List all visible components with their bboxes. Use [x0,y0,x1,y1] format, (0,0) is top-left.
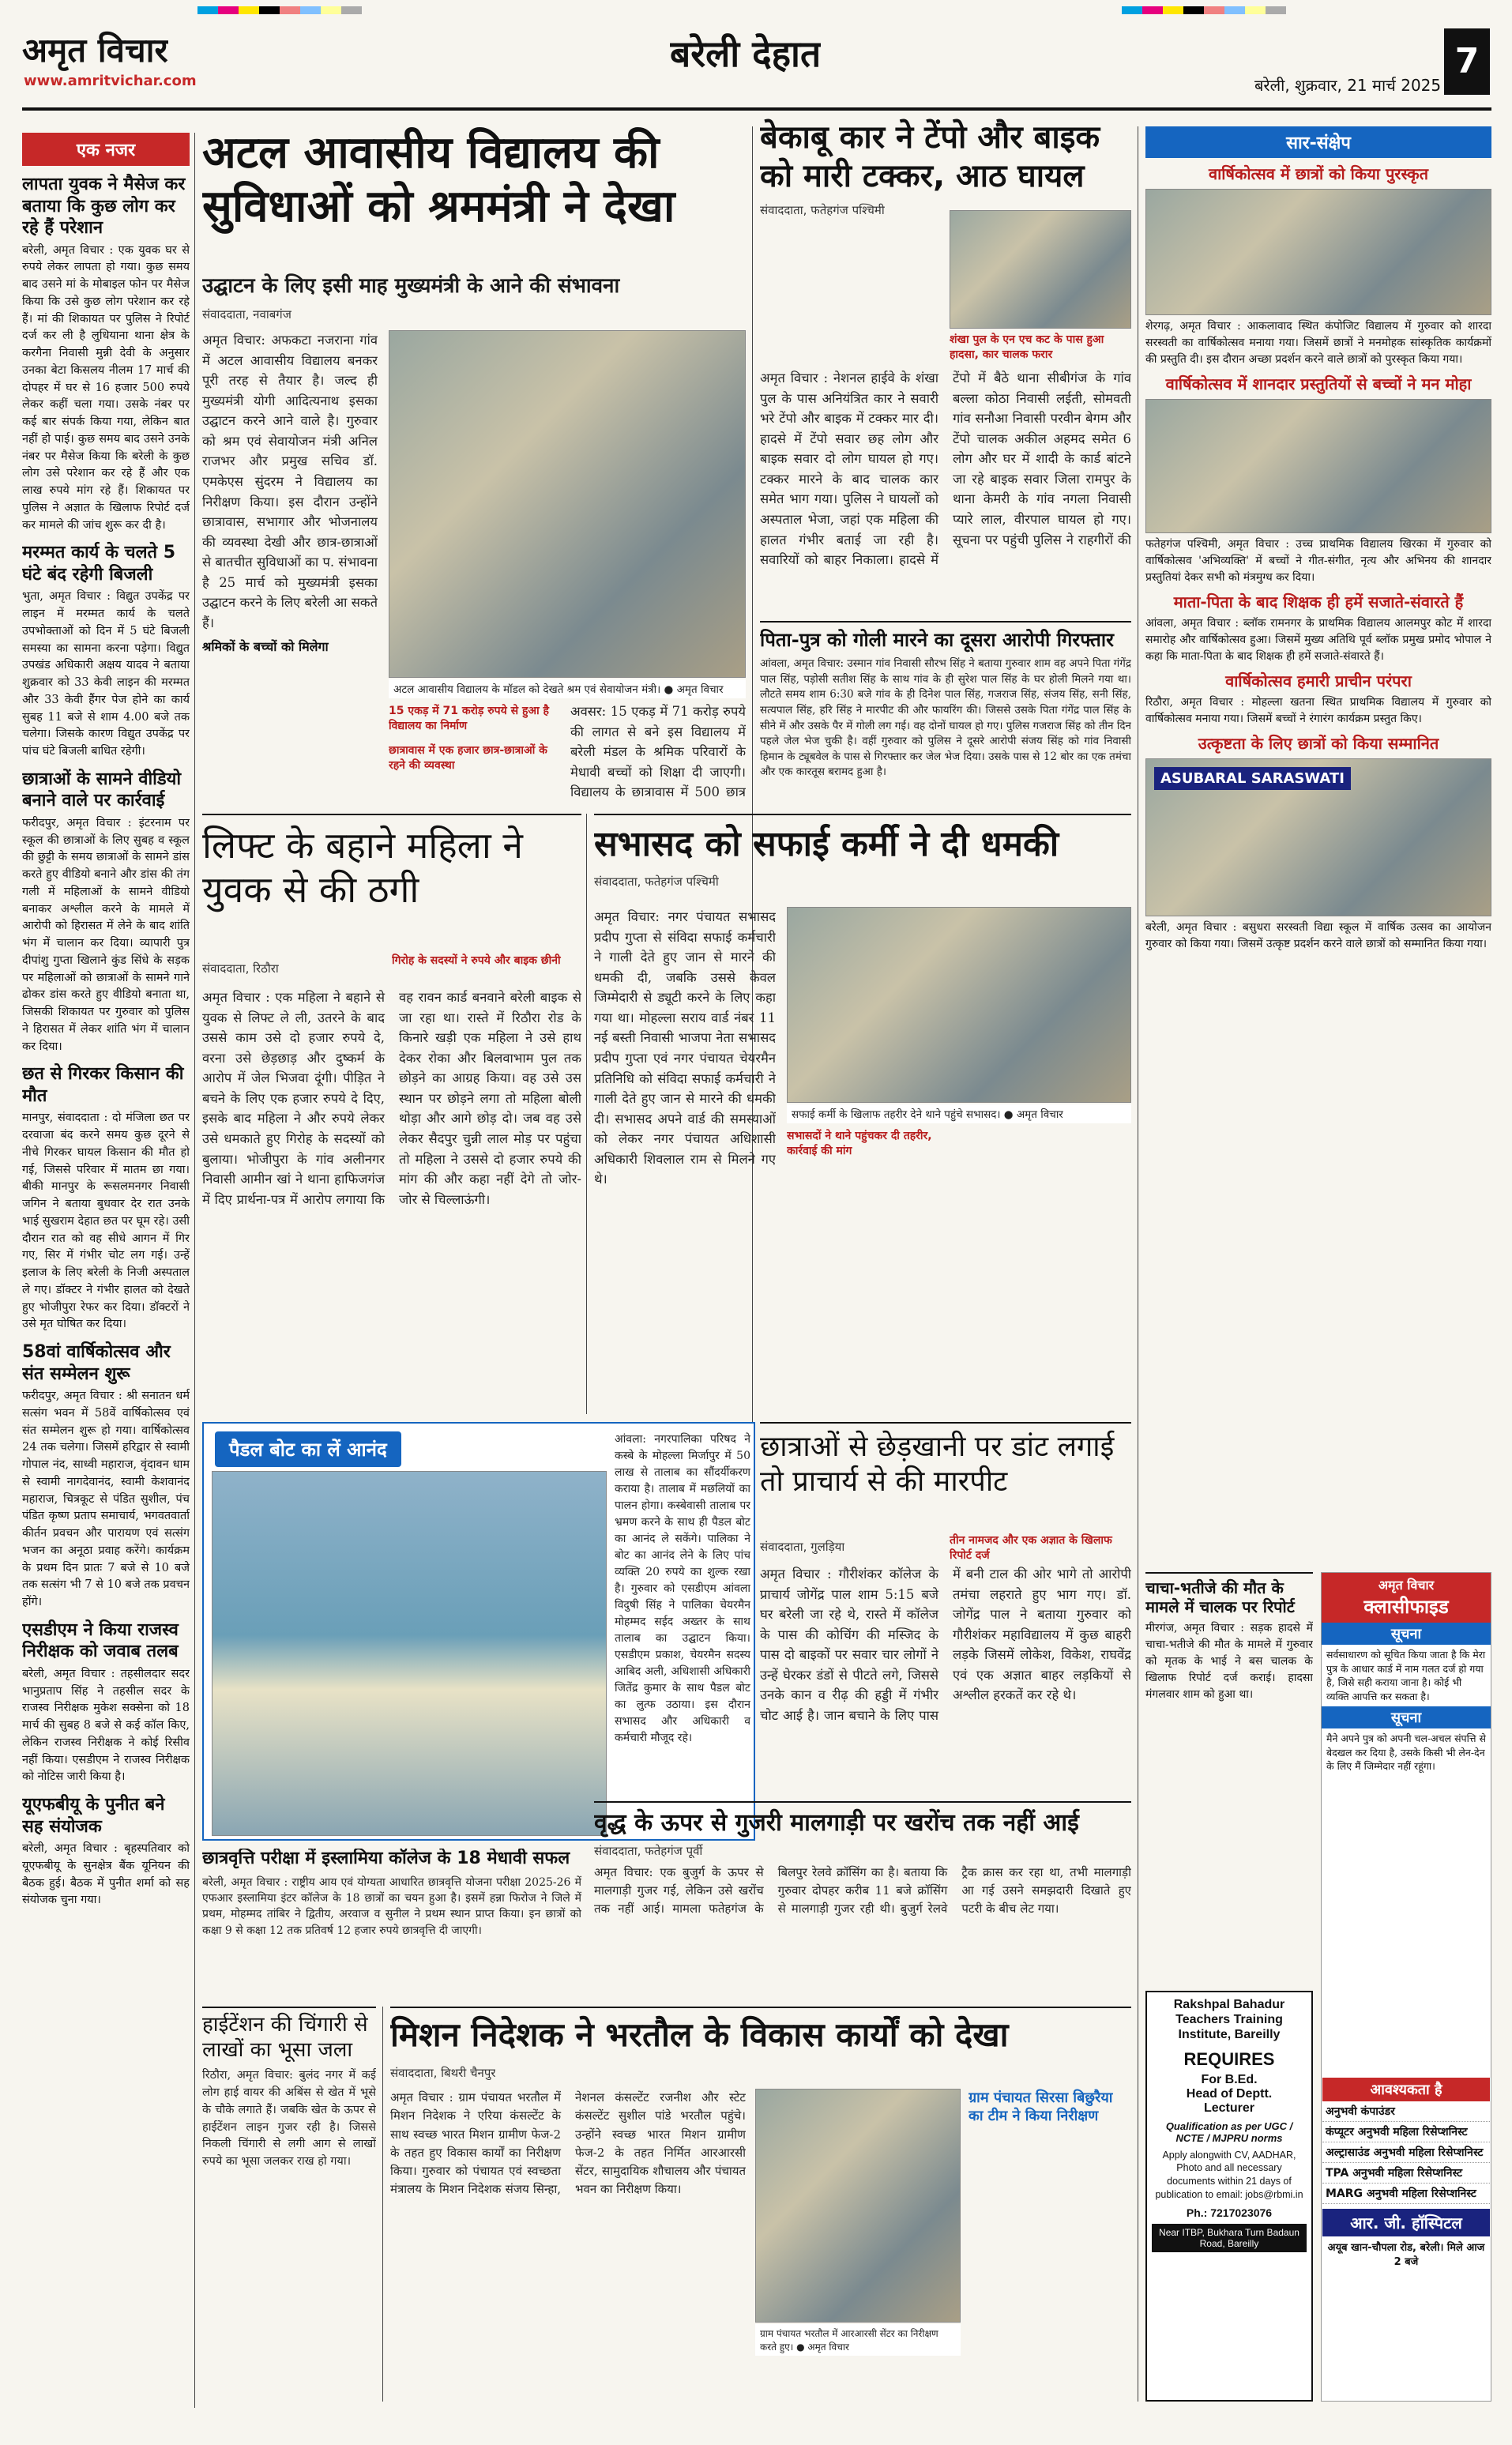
train-byline: संवाददाता, फतेहगंज पूर्वी [594,1843,703,1858]
sabhasad-body: अमृत विचार: नगर पंचायत सभासद प्रदीप गुप्ता से संविदा सफाई कर्मचारी ने गाली देते हुए जान से मारने की धमकी दी, जबकि उससे केवल जिम्मेदारी से ड्यूटी करने के लिए कहा गया था। मोहल्ला सराय वार्ड नंबर 11 नई बस्ती निवासी भाजपा नेता सभासद प्रदीप गुप्ता एवं नगर पंचायत चेयरमैन प्रतिनिधि को संविदा सफाई कर्मचारी ने गाली देते हुए जान से मारने की धमकी दी। सभासद अपने वार्ड की समस्याओं को लेकर नगर पंचायत अधिशासी अधिकारी शिवलाल राम से मिलने गए थे। [594,909,776,1187]
sidebar-photo [1145,399,1491,533]
mission-photo [755,2089,961,2323]
sidebar-title: वार्षिकोत्सव हमारी प्राचीन परंपरा [1225,671,1412,690]
fire-headline: हाईटेंशन की चिंगारी से लाखों का भूसा जला [202,2013,368,2062]
wanted-ad [1322,2078,1490,2400]
train-body: अमृत विचार: एक बुजुर्ग के ऊपर से मालगाड़ी गुजर गई, लेकिन उसे खरोंच तक नहीं आई। मामला फतेहगंज के बिलपुर रेलवे क्रॉसिंग का है। बताया कि गुरुवार दोपहर करीब 11 बजे क्रॉसिंग से मालगाड़ी गुजर रही थी। बुजुर्ग रेलवे ट्रैक क्रास कर रहा था, तभी मालगाड़ी आ गई उसने समझदारी दिखाते हुए पटरी के बीच लेट गया। [594,1864,1131,1917]
boat-label: पैडल बोट का लें आनंद [215,1431,401,1467]
wanted-item: अनुभवी कंपाउंडर [1322,2101,1490,2122]
chacha-headline: चाचा-भतीजे की मौत के मामले में चालक पर रिपोर्ट [1145,1578,1295,1617]
wanted-list [1322,2101,1490,2204]
classified-header [1322,1573,1491,1623]
ad-qual: Qualification as per UGC / NCTE / MJPRU norms [1165,2120,1293,2144]
car-byline: संवाददाता, फतेहगंज पश्चिमी [760,202,885,217]
notice-title: सूचना [1322,1706,1491,1728]
notice-text: सर्वसाधारण को सूचित किया जाता है कि मेरा पुत्र के आधार कार्ड में नाम गलत दर्ज हो गया है, जिसे सही कराया जाना है। कोई भी व्यक्ति आपत्ति कर सकता है। [1326,1649,1486,1702]
school-highlight: तीन नामजद और एक अज्ञात के खिलाफ रिपोर्ट दर्ज [950,1534,1112,1562]
rbmi-ad [1145,1991,1313,2402]
sabhasad-story [594,814,1131,1414]
section-title: बरेली देहात [670,32,822,75]
ad-apply: Apply alongwith CV, AADHAR, Photo and all necessary documents within 21 days of publication to email: jobs@rbmi.in [1155,2149,1303,2201]
masthead [22,19,1491,120]
boat-body: आंवला: नगरपालिका परिषद ने कस्बे के मोहल्ला मिर्जापुर में 50 लाख से तालाब का सौंदर्यीकरण कराया है। तालाब में मछलियों का पालन होगा। कस्बेवासी तालाब पर भ्रमण करने के साथ ही पैडल बोट का आनंद ले सकेंगे। पालिका ने बोट का आनंद लेने के लिए पांच व्यक्ति 20 रुपये का शुल्क रखा है। गुरुवार को एसडीएम आंवला विदुषी सिंह ने पालिका चेयरमैन मोहम्मद सईद अख्तर के साथ तालाब का उद्घाटन किया। एसडीएम प्रकाश, चेयरमैन सदस्य आबिद अली, अधिशासी अधिकारी जितेंद्र कुमार के साथ पैडल बोट का लुत्फ उठाया। इस दौरान सभासद और अधिकारी व कर्मचारी मौजूद रहे। [615,1433,750,1744]
wanted-item: अल्ट्रासाउंड अनुभवी महिला रिसेप्शनिस्ट [1322,2142,1490,2163]
school-story [760,1422,1131,1785]
brief-body: मानपुर, संवाददाता : दो मंजिला छत पर दरवाजा बंद करने समय कुछ दूरने से नीचे गिरकर घायल किसान की मौत हो गई, जिससे परिवार में मातम छा गया। बीकी मानपुर के रूसलमनगर निवासी जगिन ने बताया बुधवार देर रात उनके भाई सुखराम देहात छत पर घूम रहे। उसी दौरान रात को वह सीधे आगन में गिर गए, सिर में गंभीर चोट लग गई। उन्हें इलाज के लिए बरेली के निजी अस्पताल ले गए। डॉक्टर ने गंभीर हालत को देखते हुए भोजीपुरा रेफर कर दिया। डॉक्टरों ने उसे मृत घोषित कर दिया। [22,1112,190,1331]
lead-photo [389,330,746,678]
mission-byline: संवाददाता, बिथरी चैनपुर [390,2066,496,2080]
brief-item [22,1794,190,1909]
lead-byline: संवाददाता, नवाबगंज [202,307,291,322]
hospital-name: आर. जी. हॉस्पिटल [1322,2209,1490,2236]
sidebar-body: रिठौरा, अमृत विचार : मोहल्ला खतना स्थित प्राथमिक विद्यालय में गुरुवार को वार्षिकोत्सव मनाया गया। जिसमें बच्चों ने रंगारंग कार्यक्रम प्रस्तुत किए। [1145,696,1491,725]
sabhasad-photo [787,907,1131,1103]
brief-title: छात्राओं के सामने वीडियो बनाने वाले पर कार्रवाई [22,769,182,811]
ad-line: For B.Ed. [1201,2072,1258,2086]
train-headline: वृद्ध के ऊपर से गुजरी मालगाड़ी पर खरोंच तक नहीं आई [594,1809,1079,1837]
sidebar-title: उत्कृष्टता के लिए छात्रों को किया सम्मानित [1198,734,1439,753]
story-top-rule [202,814,581,815]
ad-line: Head of Deptt. [1186,2086,1273,2101]
hospital-address: अयूब खान-चौपला रोड, बरेली। मिले आज 2 बजे [1327,2242,1485,2268]
lead-highlight-2: छात्रावास में एक हजार छात्र-छात्राओं के रहने की व्यवस्था [389,744,547,772]
school-headline: छात्राओं से छेड़खानी पर डांट लगाई तो प्राचार्य से की मारपीट [760,1431,1115,1498]
shooting-story [760,621,1131,807]
sidebar-photo [1145,189,1491,315]
brief-title: यूएफबीयू के पुनीत बने सह संयोजक [22,1795,165,1837]
lift-headline: लिफ्ट के बहाने महिला ने युवक से की ठगी [202,824,523,912]
right-sidebar [1145,126,1491,1556]
brief-body: फरीदपुर, अमृत विचार : इंटरनाम पर स्कूल की छात्राओं के लिए सुबह व स्कूल की छुट्टी के समय छात्राओं के सामने डांस करते हुए वीडियो बनाने और डांस की तंग गली में महिलाओं के सामने वीडियो बनाकर अश्लील करने के मामले में आरोपी को हिरासत में लेने के बाद शांति भंग में चालान कर दिया। व्यापारी पुत्र दीपांशु गुप्ता खिलाने कुंड सिंधे के सड़क पर महिलाओं को छात्राओं के सामने गाने ढोकर डांस करते हुए वीडियो बनाता था, जिसकी शिकायत पर गुरुवार को पुलिस ने हिरासत में लेकर शांति भंग में चालान कर दिया। [22,816,190,1053]
lift-body: अमृत विचार : एक महिला ने बहाने से युवक से लिफ्ट ले ली, उतरने के बाद उससे काम उसे दो हजार रुपये दे, वरना उसे छेड़छाड़ और दुष्कर्म के आरोप में जेल भिजवा दूंगी। पीड़ित ने बचने के लिए एक हजार रुपये दे दिए, इसके बाद महिला ने और रुपये लेकर उसे धमकाते हुए गिरोह के सदस्यों को बुलाया। भोजीपुरा के गांव अलीनगर निवासी आमीन खां ने थाना हाफिजगंज में दिए प्रार्थना-पत्र में आरोप लगाया कि वह रावन कार्ड बनवाने बरेली बाइक से जा रहा था। रास्ते में रिठौरा रोड के किनारे खड़ी एक महिला ने उसे हाथ देकर रोका और बिलवाभाम पुल तक छोड़ने का आग्रह किया। वह उसे उस स्थान पर छोड़ने लगा तो महिला बोली थोड़ा और आगे छोड़ दो। जब वह उसे लेकर सैदपुर चुन्नी लाल मोड़ पर पहुंचा तो महिला ने उससे दो हजार रुपये की मांग की और कहा नहीं देगे तो जोर-जोर से चिल्लाऊंगी। [202,990,581,1207]
color-registration-marks [197,6,362,14]
brief-title: एसडीएम ने किया राजस्व निरीक्षक को जवाब तलब [22,1619,179,1662]
story-top-rule [1145,1572,1313,1574]
sidebar-body: फतेहगंज पश्चिमी, अमृत विचार : उच्च प्राथमिक विद्यालय खिरका में गुरुवार को वार्षिकोत्सव 'अभिव्यक्ति' में बच्चों ने गीत-संगीत, नृत्य और अभिनय की शानदार प्रस्तुतियां देकर सभी को मंत्रमुग्ध कर दिया। [1145,538,1491,584]
column-rule [586,814,587,1414]
wanted-item: TPA अनुभवी महिला रिसेप्शनिस्ट [1322,2163,1490,2184]
page-number: 7 [1444,28,1490,95]
train-story [594,1801,1131,1999]
car-headline: बेकाबू कार ने टेंपो और बाइक को मारी टक्कर, आठ घायल [760,119,1100,194]
lead-deck: उद्घाटन के लिए इसी माह मुख्यमंत्री के आने की संभावना [202,274,620,298]
brief-title: छत से गिरकर किसान की मौत [22,1064,184,1106]
school-byline: संवाददाता, गुलड़िया [760,1540,845,1554]
brief-item [22,1619,190,1786]
brief-item [22,1341,190,1612]
mission-photo-caption: ग्राम पंचायत भरतौल में आरआरसी सेंटर का निरीक्षण करते हुए। ● अमृत विचार [755,2324,961,2356]
section-tag: एक नजर [22,133,190,166]
brief-body: भुता, अमृत विचार : विद्युत उपकेंद्र पर लाइन में मरम्मत कार्य के चलते उपभोक्ताओं को दिन में 5 घंटे बिजली समस्या का सामना करना पड़ेगा। विद्युत उपखंड अधिकारी अक्षय यादव ने बताया शुक्रवार को 33 केवी लाइन की मरम्मत और 33 केवी हैंगर पेज होने का कार्य सुबह 11 बजे से शाम 4.00 बजे तक चलेगा। जिसके कारण विद्युत उपकेंद्र पर पांच घंटे बिजली बाधित रहेगी। [22,590,190,758]
column-rule [194,133,195,2408]
sabhasad-byline: संवाददाता, फतेहगंज पश्चिमी [594,874,719,889]
lead-story [202,126,747,806]
masthead-rule [22,107,1491,111]
story-top-rule [760,621,1131,623]
color-registration-marks-right [1122,6,1286,14]
issue-date: बरेली, शुक्रवार, 21 मार्च 2025 [1254,76,1442,95]
sabhasad-headline: सभासद को सफाई कर्मी ने दी धमकी [594,824,1059,864]
wanted-title: आवश्यकता है [1322,2078,1490,2101]
car-story [760,118,1131,592]
chacha-story [1145,1572,1313,1983]
boat-feature [202,1422,755,1841]
story-top-rule [760,1422,1131,1424]
ad-address: Near ITBP, Bukhara Turn Badaun Road, Bareilly [1152,2224,1307,2252]
brand-url: www.amritvichar.com [24,73,197,89]
lead-subhead: श्रमिकों के बच्चों को मिलेगा [202,639,329,655]
exam-headline: छात्रवृत्ति परीक्षा में इस्लामिया कॉलेज के 18 मेधावी सफल [202,1849,570,1868]
left-briefs-column [22,133,190,2408]
wanted-item: कंप्यूटर अनुभवी महिला रिसेप्शनिस्ट [1322,2122,1490,2142]
sidebar-body: आंवला, अमृत विचार : ब्लॉक रामनगर के प्राथमिक विद्यालय आलमपुर कोट में शारदा समारोह और वार्षिकोत्सव हुआ। जिसमें मुख्य अतिथि पूर्व ब्लॉक प्रमुख प्रमोद भोपाल ने कहा कि माता-पिता के बाद शिक्षक ही हमें सजाते-संवारते हैं। [1145,617,1491,663]
exam-body: बरेली, अमृत विचार : राष्ट्रीय आय एवं योग्यता आधारित छात्रवृत्ति योजना परीक्षा 2025-26 में एफआर इस्लामिया इंटर कॉलेज के 18 छात्रों का चयन हुआ है। इसमें हन्ना फिरोज ने जिले में प्रथम, मोहम्मद तांबिर ने द्वितीय, अरवाज व सुनील ने प्रथम स्थान प्राप्त किया। इन छात्रों को कक्षा 9 से कक्षा 12 तक प्रतिवर्ष 12 हजार रुपये छात्रवृत्ति दी जाएगी। [202,1875,581,1937]
mission-story [390,2007,1131,2402]
brand-logo: अमृत विचार [22,31,168,70]
sidebar-title: माता-पिता के बाद शिक्षक ही हमें सजाते-संवारते हैं [1173,592,1464,611]
sabhasad-photo-caption: सफाई कर्मी के खिलाफ तहरीर देने थाने पहुंचे सभासद। ● अमृत विचार [787,1104,1131,1123]
brief-title: 58वां वार्षिकोत्सव और संत सम्मेलन शुरू [22,1342,171,1384]
brief-item [22,542,190,761]
story-top-rule [594,814,1131,815]
lift-byline: संवाददाता, रिठौरा [202,961,279,976]
ad-phone: Ph.: 7217023076 [1186,2206,1273,2220]
sidebar-body: शेरगढ़, अमृत विचार : आकलावाद स्थित कंपोजिट विद्यालय में गुरुवार को शारदा सरस्वती का वार्षिकोत्सव मनाया गया। जिसमें छात्रों ने मनमोहक सांस्कृतिक कार्यक्रमों की प्रस्तुति दी। इस दौरान अच्छा प्रदर्शन करने वाले छात्रों को पुरस्कृत किया गया। [1145,320,1491,366]
classified-title: क्लासीफाइड [1363,1596,1449,1618]
fire-story [202,2007,376,2402]
brief-body: बरेली, अमृत विचार : बृहस्पतिवार को यूएफबीयू के सुनक्षेत्र बैंक यूनियन की बैठक हुई। बैठक में पुनीत शर्मा को सह संयोजक चुना गया। [22,1842,190,1907]
exam-story [202,1849,581,1999]
wanted-item: MARG अनुभवी महिला रिसेप्शनिस्ट [1322,2184,1490,2204]
column-rule [382,2007,383,2402]
sidebar-title: वार्षिकोत्सव में शानदार प्रस्तुतियों से बच्चों ने मन मोहा [1165,374,1472,393]
brief-title: लापता युवक ने मैसेज कर बताया कि कुछ लोग कर रहे हैं परेशान [22,175,186,238]
brief-item [22,174,190,534]
brief-title: मरम्मत कार्य के चलते 5 घंटे बंद रहेगी बिजली [22,543,176,585]
story-top-rule [390,2007,1131,2008]
sidebar-photo-banner [1145,758,1491,916]
lift-story [202,814,581,1414]
lead-body-left [202,330,378,796]
ad-requires: REQUIRES [1183,2048,1275,2069]
sidebar-title: वार्षिकोत्सव में छात्रों को किया पुरस्कृत [1208,164,1429,183]
sidebar-tag: सार-संक्षेप [1145,126,1491,158]
brief-item [22,1063,190,1333]
mission-headline: मिशन निदेशक ने भरतौल के विकास कार्यों को देखा [390,2015,1009,2054]
car-highlight: शंखा पुल के एन एच कट के पास हुआ हादसा, कार चालक फरार [950,333,1104,361]
lead-body-right: अवसर: 15 एकड़ में 71 करोड़ रुपये की लागत से बने इस विद्यालय में बरेली मंडल के श्रमिक परिवारों के मेधावी बच्चों को शिक्षा दी जाएगी। विद्यालय के छात्रावास में 500 छात्र [570,704,746,800]
story-top-rule [594,1801,1131,1803]
lead-photo-caption: अटल आवासीय विद्यालय के मॉडल को देखते श्रम एवं सेवायोजन मंत्री। ● अमृत विचार [389,679,746,698]
fire-body: रिठौरा, अमृत विचार: बुलंद नगर में कई लोग हाई वायर की अबिंस से खेत में भूसे के चौके लगाते हैं। जबकि खेत के ऊपर से हाईटेंशन लाइन गुजर रही है। जिससे निकली चिंगारी से लगी आग से लाखों रुपये का भूसा जलकर राख हो गया। [202,2069,376,2169]
mission-body: अमृत विचार : ग्राम पंचायत भरतौल में मिशन निदेशक ने एरिया कंसल्टेंट के साथ स्वच्छ भारत मिशन ग्रामीण फेज-2 के तहत हुए विकास कार्यों का निरीक्षण किया। गुरुवार को पंचायत एवं स्वच्छता मंत्रालय के मिशन निदेशक संजय सिन्हा, नेशनल कंसल्टेंट रजनीश और स्टेट कंसल्टेंट सुशील पांडे भरतौल पहुंचे। उन्होंने स्वच्छ भारत मिशन ग्रामीण फेज-2 के तहत निर्मित आरआरसी सेंटर, सामुदायिक शौचालय और पंचायत भवन का निरीक्षण किया। [390,2090,746,2197]
brief-body: बरेली, अमृत विचार : तहसीलदार सदर भानुप्रताप सिंह ने तहसील सदर के राजस्व निरीक्षक मुकेश सक्सेना को 18 मार्च की सुबह 8 बजे से कई कॉल किए, लेकिन राजस्व निरीक्षक ने कोई रिसीव नहीं किया। एसडीएम ने राजस्व निरीक्षक को नोटिस जारी किया है। [22,1667,190,1784]
classified-brand: अमृत विचार [1378,1578,1435,1593]
brief-body: फरीदपुर, अमृत विचार : श्री सनातन धर्म सत्संग भवन में 58वें वार्षिकोत्सव एवं संत सम्मेलन शुरू हो गया। वार्षिकोत्सव 24 तक चलेगा। जिसमें हरिद्वार से स्वामी गोपाल नंद, साध्वी महाराज, वृंदावन धाम से स्वामी नागदेवानंद, स्वामी केशवानंद महाराज, चित्रकूट से पंडित सुशील, पंच पंडित कृष्ण प्रताप समाचार्य, भगवतवार्ता कीर्तन प्रवचन और पारायण एवं सत्संग भजन का अनूठा प्रवाह करेंगे। कार्यक्रम के प्रथम दिन प्रातः 7 बजे से 10 बजे तक सत्संग भी 7 से 10 बजे तक प्रवचन होंगे। [22,1390,190,1608]
car-body: अमृत विचार : नेशनल हाईवे के शंखा पुल के पास अनियंत्रित कार ने सवारी भरे टेंपो और बाइक में टक्कर मार दी। हादसे में टेंपो सवार छह लोग और बाइक सवार दो लोग घायल हो गए। टक्कर मारने के बाद चालक कार समेत भाग गया। पुलिस ने घायलों को अस्पताल भेजा, जहां एक महिला की हालत गंभीर बताई जा रही है। सवारियों को बाहर निकाला। हादसे में टेंपो में बैठे थाना सीबीगंज के गांव बल्ला कोठा निवासी लईती, सोमवती गांव सनौआ निवासी परवीन बेगम और टेंपो चालक अकील अहमद समेत 6 लोग और घर में शादी के कार्ड बांटने जा रहे बाइक सवार जिला रामपुर के थाना केमरी के गांव नगला निवासी प्यारे लाल, वीरपाल घायल हो गए। सूचना पर पहुंची पुलिस ने राहगीरों की [760,371,1131,568]
lead-paragraph: अमृत विचार: अफकटा नजराना गांव में अटल आवासीय विद्यालय बनकर पूरी तरह से तैयार है। जल्द ही मुख्यमंत्री योगी आदित्यनाथ इसका उद्घाटन करने आने वाले है। गुरुवार को श्रम एवं सेवायोजन मंत्री अनिल राजभर और प्रमुख सचिव डॉ. एमकेएस सुंदरम ने विद्यालय का निरीक्षण किया। इस दौरान उन्होंने छात्रावास, सभागार और भोजनालय की व्यवस्था देखी और छात्र-छात्राओं से बातचीत सुविधाओं का प. संभावना है 25 मार्च को मुख्यमंत्री इसका उद्घाटन करने के लिए बरेली आ सकते हैं। [202,333,378,630]
car-photo [950,210,1131,329]
banner-text: ASUBARAL SARASWATI [1154,767,1351,790]
lift-highlight: गिरोह के सदस्यों ने रुपये और बाइक छीनी [392,954,561,967]
lead-highlight-1: 15 एकड़ में 71 करोड़ रुपये से हुआ है विद्यालय का निर्माण [389,705,549,732]
school-body: अमृत विचार : गौरीशंकर कॉलेज के प्राचार्य जोगेंद्र पाल शाम 5:15 बजे घर बरेली जा रहे थे, रास्ते में कॉलेज के पास की कोचिंग की मस्जिद के पास दो बाइकों पर सवार चार लोगों ने उन्हें घेरकर डंडों से पीटते लगे, जिससे उनके कान व रीढ़ की हड्डी में गंभीर चोट आई है। जान बचाने के लिए पास में बनी टाल की ओर भागे तो आरोपी तमंचा लहराते हुए भाग गए। डॉ. जोगेंद्र पाल ने बताया गुरुवार को गौरीशंकर महाविद्यालय में कुछ बाहरी लड़के जिसमें लोकेश, विकेश, राघवेंद्र एवं एक अज्ञात बाहर लड़कियों से अश्लील हरकतें कर रहे थे। [760,1567,1131,1723]
notice-text: मैने अपने पुत्र को अपनी चल-अचल संपत्ति से बेदखल कर दिया है, उसके किसी भी लेन-देन के लिए मैं जिम्मेदार नहीं रहूंगा। [1326,1732,1486,1772]
ad-line: Lecturer [1203,2101,1255,2115]
mission-highlight: ग्राम पंचायत सिरसा बिछुरैया का टीम ने किया निरीक्षण [969,2090,1113,2125]
shooting-body: आंवला, अमृत विचार: उस्मान गांव निवासी सौरभ सिंह ने बताया गुरुवार शाम वह अपने पिता गंगेंद्र पाल सिंह, पड़ोसी सतीश सिंह के साथ गांव के ही सुरेश पाल सिंह के घर होली मिलने गया था। लौटते समय शाम 6:30 बजे गांव के ही दिनेश पाल सिंह, गजराज सिंह, संजय सिंह, सनी सिंह, सत्यपाल सिंह, हरि सिंह ने मारपीट की और फायरिंग की। जिससे उसके पिता गंगेंद्र पाल सिंह के सीने में और उसके पैर में गोली लग गई। वह दोनों घायल हो गए। पुलिस गजराज सिंह को तीन दिन पहले जेल भेज चुकी है। वहीं गुरुवार को पुलिस ने दूसरे आरोपी संजय सिंह को गांव निवासी हिमान के ट्यूबवेल के पास से गिरफ्तार कर जेल भेज दिया। उसके पास से 12 बोर का एक तमंचा और एक कारतूस बरामद हुआ है। [760,657,1131,779]
chacha-body: मीरगंज, अमृत विचार : सड़क हादसे में चाचा-भतीजे की मौत के मामले में गुरुवार को मृतक के भाई ने बस चालक के खिलाफ रिपोर्ट दर्ज कराई। हादसा मंगलवार शाम को हुआ था। [1145,1621,1313,1701]
boat-photo [212,1471,607,1836]
sidebar-body: बरेली, अमृत विचार : बसुधरा सरस्वती विद्या स्कूल में वार्षिक उत्सव का आयोजन गुरुवार को किया गया। जिसमें उत्कृष्ट प्रदर्शन करने वाले छात्रों को सम्मानित किया गया। [1145,921,1491,950]
ad-title: Rakshpal Bahadur Teachers Training Institute, Bareilly [1173,1998,1285,2042]
brief-item [22,769,190,1056]
lead-headline: अटल आवासीय विद्यालय की सुविधाओं को श्रममंत्री ने देखा [202,127,675,233]
notice-title: सूचना [1322,1623,1491,1645]
shooting-headline: पिता-पुत्र को गोली मारने का दूसरा आरोपी गिरफ्तार [760,629,1114,651]
brief-body: बरेली, अमृत विचार : एक युवक घर से रुपये लेकर लापता हो गया। कुछ समय बाद उसने मां के मोबाइल फोन पर मैसेज किया कि उसे कुछ लोग परेशान कर रहे हैं। मां की शिकायत पर पुलिस ने रिपोर्ट दर्ज कर ली है लुधियाना थाना क्षेत्र के करगैना निवासी मुन्नी देवी के अनुसार उनका बेटा किसलय नीलम 17 मार्च की दोपहर में घर से 16 हजार 500 रुपये लेकर कहीं चला गया। उसके नंबर पर कई बार संपर्क किया गया, लेकिन बात नहीं हो पाई। कुछ समय बाद उसने उनके नंबर पर मैसेज किया कि बरेली के कुछ लोग उसे परेशान कर रहे हैं और एक लाख रुपये मांग रहे हैं। शिकायत पर पुलिस ने अज्ञात के खिलाफ रिपोर्ट दर्ज कर मामले की जांच शुरू कर दी है। [22,243,190,532]
story-top-rule [202,2007,376,2008]
sabhasad-highlight: सभासदों ने थाने पहुंचकर दी तहरीर, कार्रवाई की मांग [787,1130,932,1157]
